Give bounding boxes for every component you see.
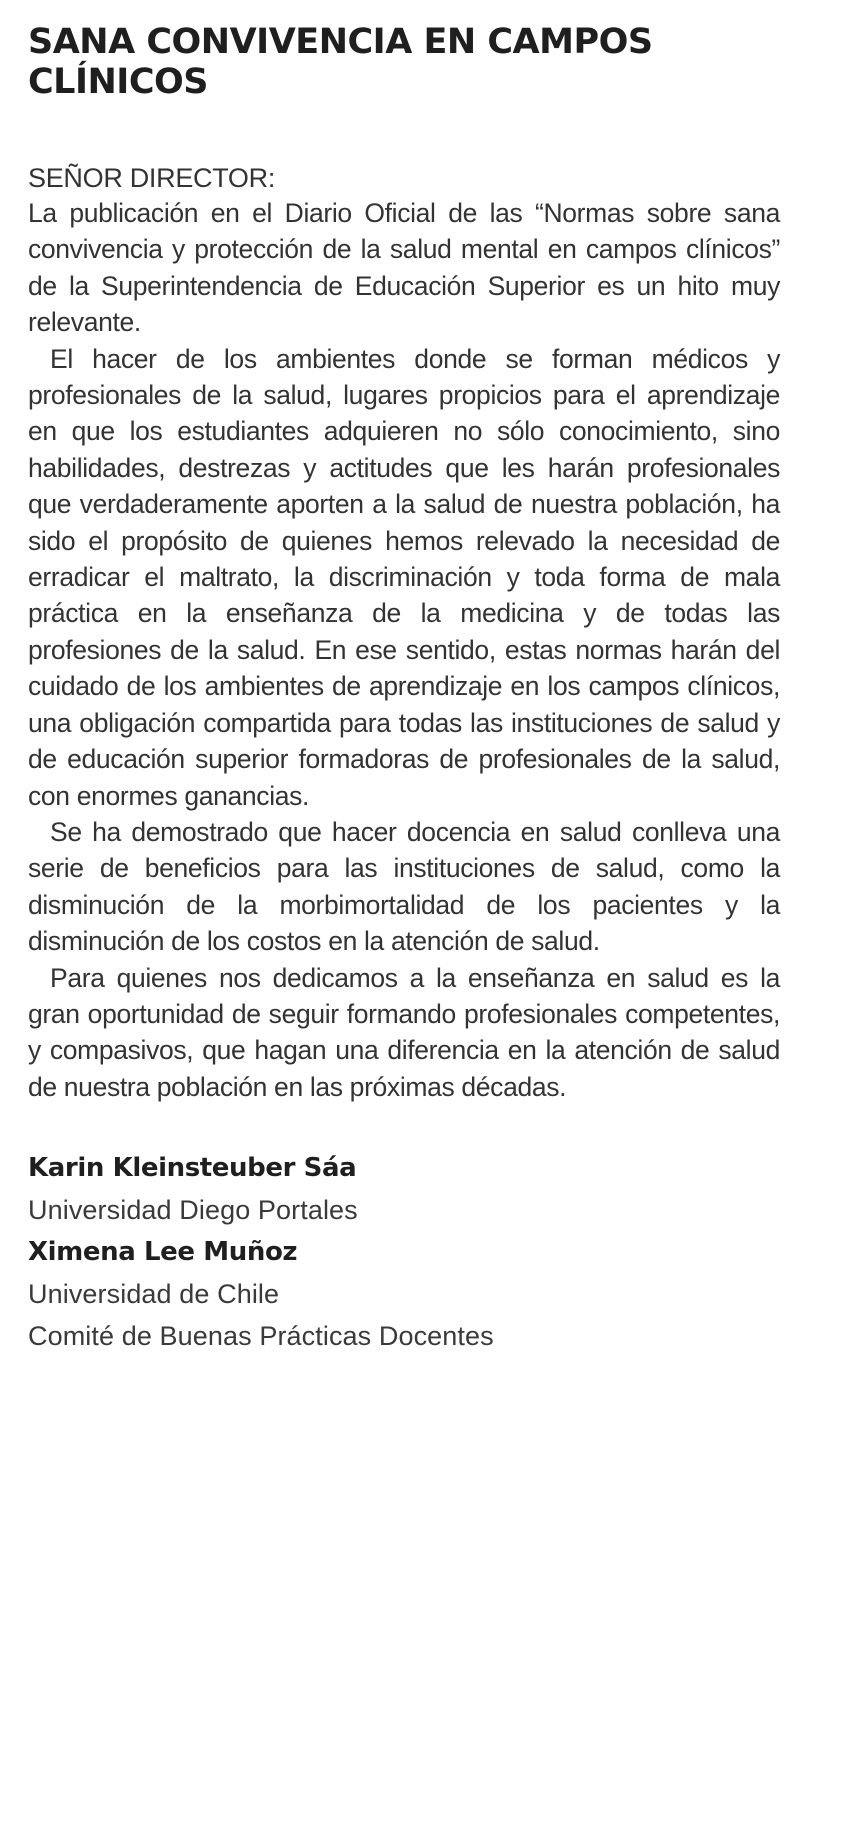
salutation: SEÑOR DIRECTOR:	[28, 163, 276, 193]
paragraph-3: Se ha demostrado que hacer docencia en salud conlleva una serie de beneficios para las instituciones de salud, como la disminución de la morbimortalidad de los pacientes y la disminución de los costos en la atención de salud.	[28, 816, 780, 957]
paragraph-1: La publicación en el Diario Oficial de las “Normas sobre sana convivencia y protección de la salud mental en campos clínicos” de la Superintendencia de Educación Superior es un hito muy relevante.	[28, 198, 780, 338]
author-committee-2: Comité de Buenas Prácticas Docentes	[28, 1321, 494, 1352]
author-affiliation-2: Universidad de Chile	[28, 1279, 280, 1310]
author-name-1: Karin Kleinsteuber Sáa	[28, 1153, 357, 1184]
paragraph-2: El hacer de los ambientes donde se forman médicos y profesionales de la salud, lugares propicios para el aprendizaje en que los estudiantes adquieren no sólo conocimiento, sino habilidades, destrezas y actitudes que les harán profesionales que verdaderamente aporten a la salud de nuestra población, ha sido el propósito de quienes hemos relevado la necesidad de erradicar el maltrato, la discriminación y toda forma de mala práctica en la enseñanza de la medicina y de todas las profesiones de la salud. En ese sentido, estas normas harán del cuidado de los ambientes de aprendizaje en los campos clínicos, una obligación compartida para todas las instituciones de salud y de educación superior formadoras de profesionales de la salud, con enormes ganancias.	[28, 343, 780, 811]
headline: SANA CONVIVENCIA EN CAMPOS CLÍNICOS	[28, 22, 653, 102]
letter-column	[28, 22, 780, 1357]
paragraph-4: Para quienes nos dedicamos a la enseñanza en salud es la gran oportunidad de seguir formando profesionales competentes, y compasivos, que hagan una diferencia en la atención de salud de nuestra población en las próximas décadas.	[28, 962, 780, 1102]
author-name-2: Ximena Lee Muñoz	[28, 1237, 298, 1268]
author-affiliation-1: Universidad Diego Portales	[28, 1195, 358, 1226]
signature-block	[28, 1147, 780, 1357]
